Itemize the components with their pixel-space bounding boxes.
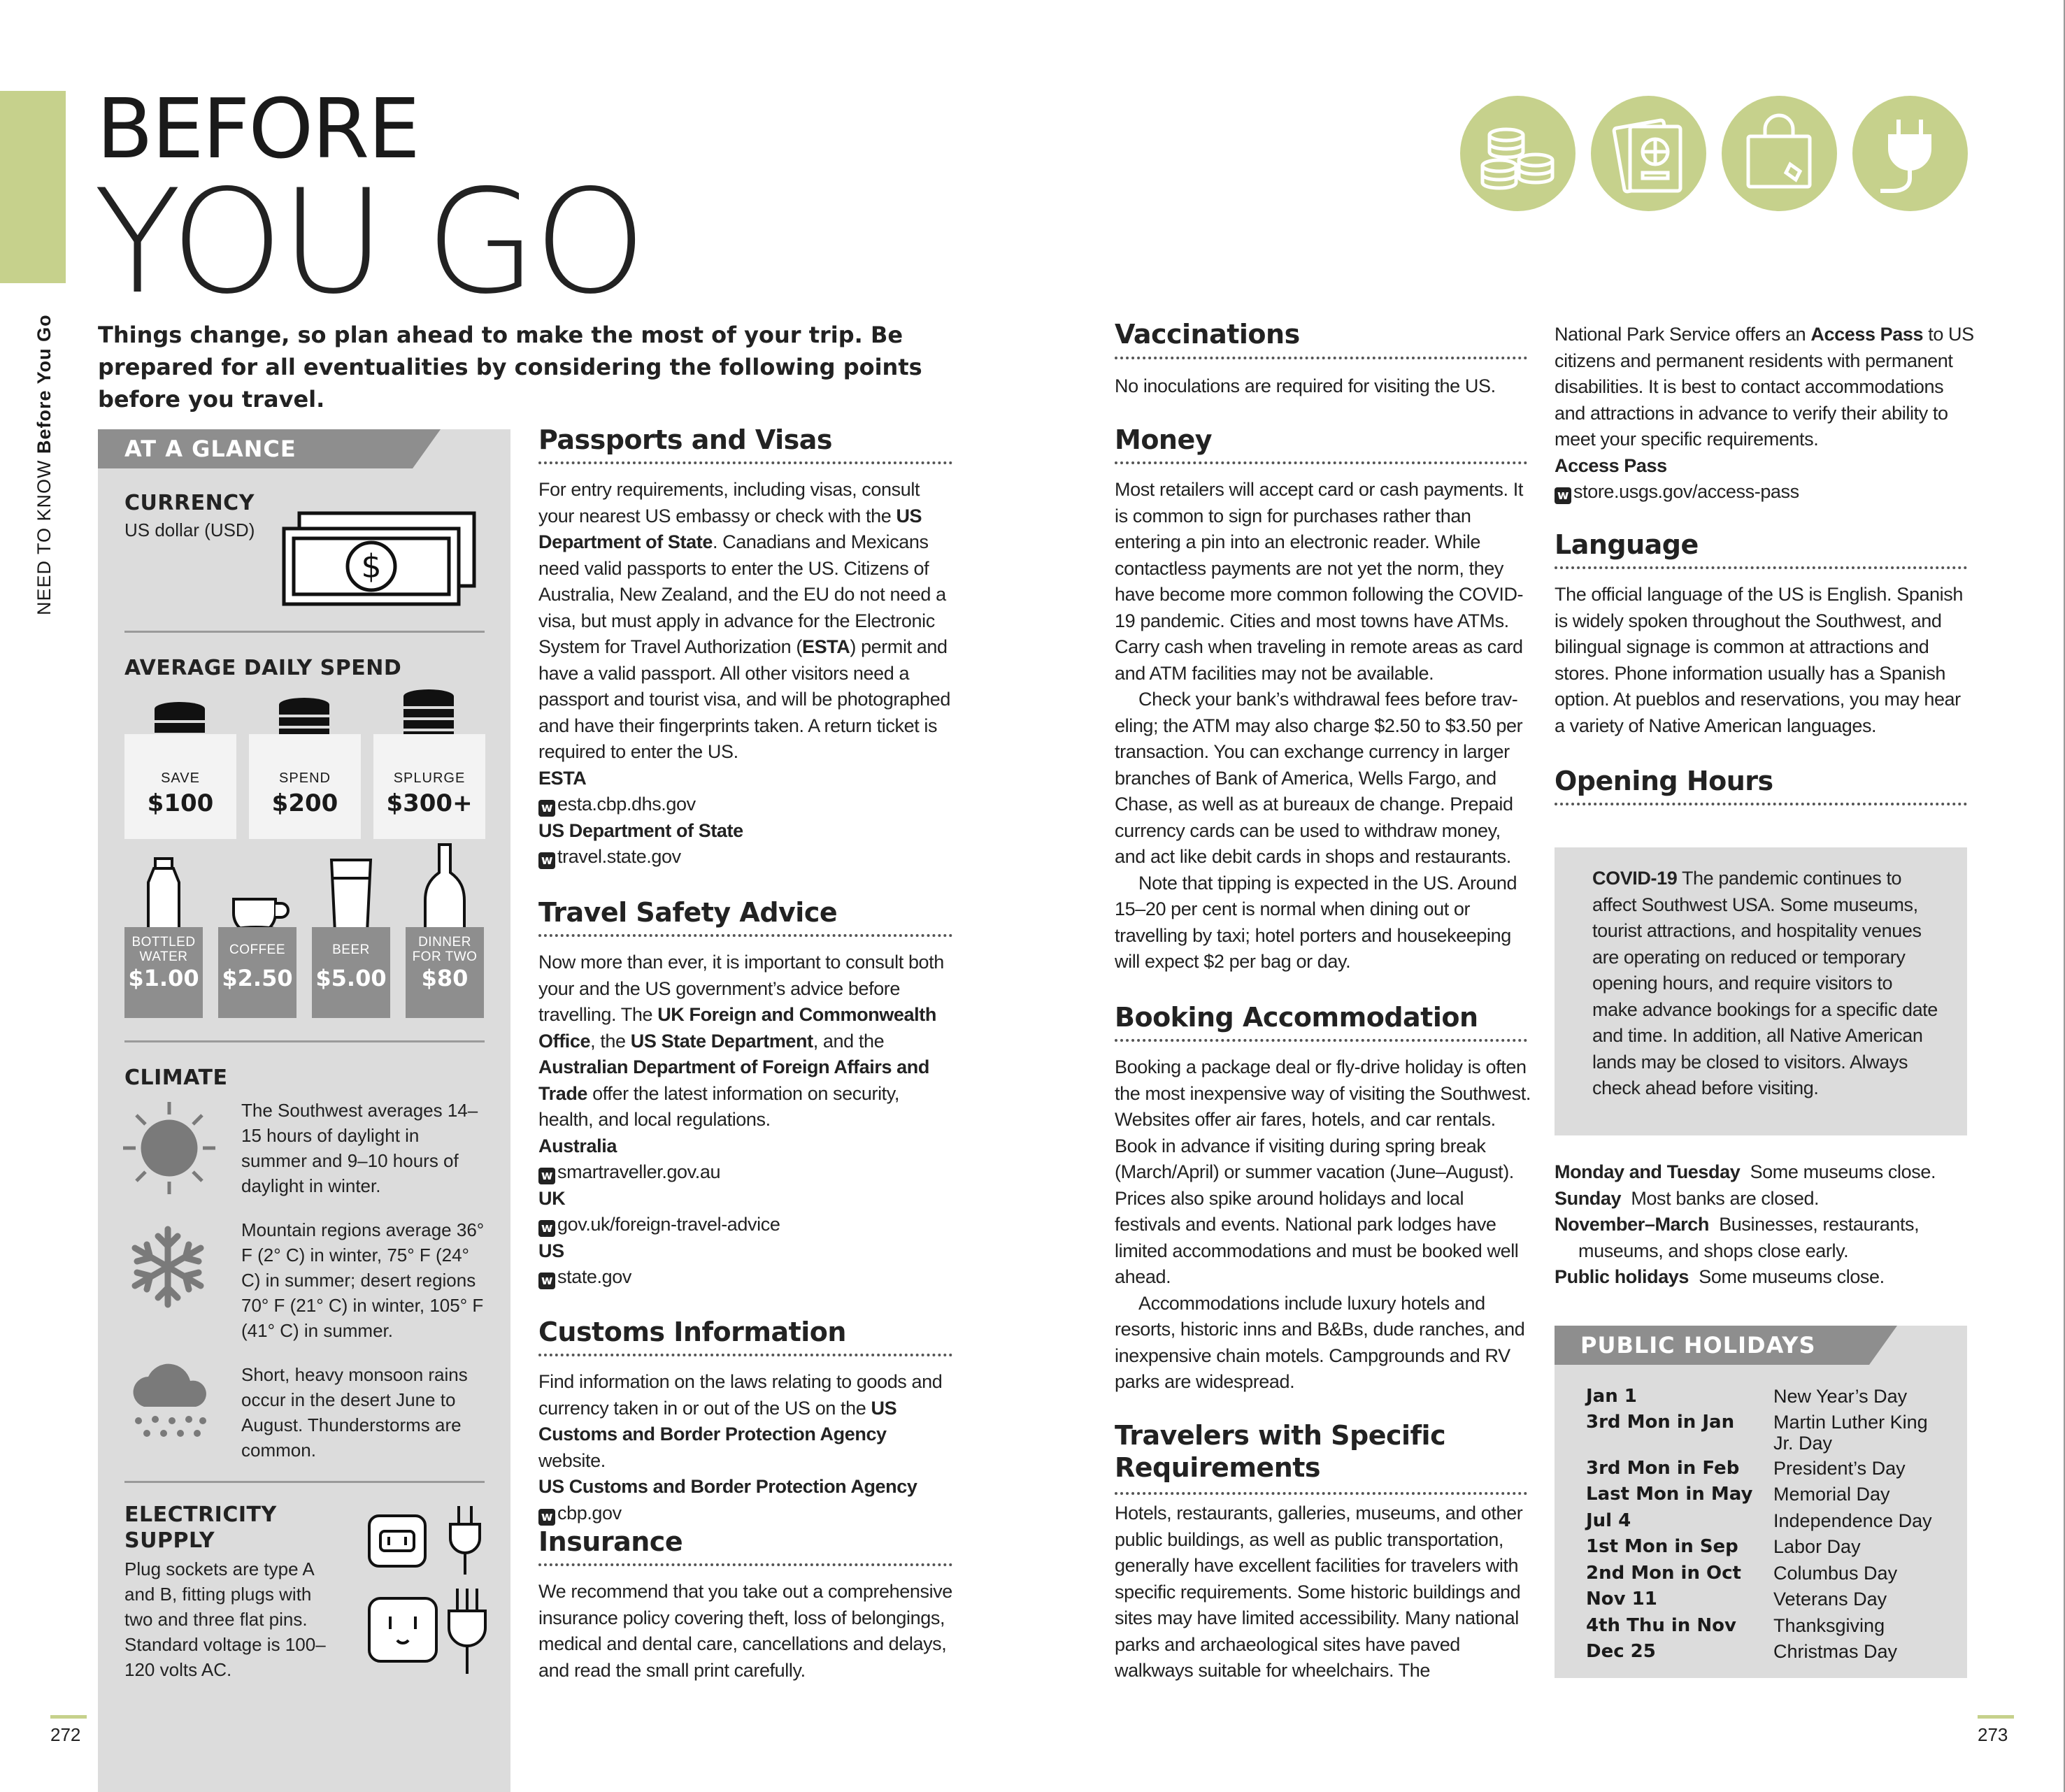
holiday-date: Last Mon in May [1586,1484,1753,1505]
web-link[interactable] [538,1264,958,1291]
travelers-bold: Access Pass [1810,324,1924,345]
price-value: $2.50 [222,965,293,991]
price-label: BEER [332,942,370,957]
heading-rule [538,1354,952,1356]
customs-body [538,1369,958,1526]
coins-icon [1460,96,1575,211]
opening-text: Most banks are closed. [1631,1187,1820,1209]
link-label: ESTA [538,767,587,789]
price-value: $80 [421,965,469,991]
sun-icon [120,1099,218,1200]
language-heading: Language [1555,529,1699,560]
banknote-icon [278,510,481,608]
heading-rule [538,461,952,464]
safety-bold: Australian Department of Foreign Affairs and Trade [538,1056,929,1104]
plug-icon [1852,96,1968,211]
spend-tier-label: SPLURGE [393,770,466,786]
holiday-date: Jul 4 [1586,1510,1631,1531]
safety-bold: UK Foreign and Commonwealth Office [538,1004,936,1052]
glance-divider [124,1040,485,1042]
link-url[interactable]: smartraveller.gov.au [557,1161,721,1182]
section-tab [0,91,66,283]
page-title-line1: BEFORE [97,80,419,177]
travelers-heading-line1: Travelers with Specific [1115,1420,1446,1451]
opening-hours-list [1555,1159,1974,1291]
passport-icon [1591,96,1706,211]
opening-day: Sunday [1555,1187,1622,1209]
price-label: DINNER FOR TWO [412,935,478,964]
heading-rule [1115,1039,1527,1042]
electricity-heading-line1: ELECTRICITY [124,1503,277,1527]
electricity-heading-line2: SUPPLY [124,1528,215,1553]
link-label: US [538,1240,564,1261]
vaccinations-body: No inoculations are required for visiting the US. [1115,375,1496,396]
safety-text: Now more than ever, it is important to consult both your and the US government’s advice before travelling. The [538,952,944,1025]
holiday-date: Dec 25 [1586,1641,1656,1662]
heading-rule [1555,803,1967,805]
snowflake-icon [126,1225,210,1312]
spend-tier-value: $100 [147,789,214,817]
passports-heading: Passports and Visas [538,424,833,455]
customs-heading: Customs Information [538,1317,846,1347]
price-label: COFFEE [229,942,286,957]
opening-hours-heading: Opening Hours [1555,766,1773,796]
link-url[interactable]: state.gov [557,1266,631,1287]
price-coffee [218,927,296,1018]
socket-type-a-icon [366,1502,492,1582]
holiday-name: Memorial Day [1773,1484,1890,1505]
link-label: US Department of State [538,819,743,841]
daily-spend-heading: AVERAGE DAILY SPEND [124,656,402,680]
holiday-name: Columbus Day [1773,1563,1898,1584]
opening-row [1555,1159,1974,1186]
customs-bold: US Customs and Border Protection Agency [538,1397,897,1445]
opening-day: Public holidays [1555,1266,1689,1287]
passports-text: ) permit and have a valid passport. All other visitors need a passport and tourist visa, and will be photographed and have their fingerprints taken. A return ticket is required to enter the US. [538,636,950,762]
opening-text: Some museums close. [1699,1266,1885,1287]
shopping-bag-icon [1722,96,1837,211]
opening-text: Some museums close. [1750,1161,1936,1182]
money-paragraph: Check your bank’s withdrawal fees before traveling; the ATM may also charge $2.50 to $3.50 per transaction. You can exchange currency in larger branches of Bank of America, Wells Fargo, and Chase, as well as at bureaux de change. Prepaid currency cards can be used to withdraw money, and act like debit cards in shops and restaurants. [1115,689,1523,867]
web-icon: w [538,852,555,869]
booking-body [1115,1054,1534,1396]
booking-paragraph: Accommodations include luxury hotels and resorts, historic inns and B&Bs, dude ranches, and inexpensive chain motels. Campgrounds and RV parks are widespread. [1115,1292,1525,1392]
climate-temperature-text: Mountain regions average 36° F (2° C) in winter, 75° F (24° C) in summer; desert regions 70° F (21° C) in winter, 105° F (41° C) in summer. [241,1219,485,1341]
safety-bold: US State Department [630,1030,813,1052]
svg-text:$: $ [361,547,382,585]
web-icon: w [538,1509,555,1526]
passports-text: . Canadians and Mexicans need valid passports to enter the US. Citizens of Australia, New Zealand, and the EU do not need a visa, but must apply in advance for the Electronic System for Travel Authorization ( [538,531,946,657]
spend-tier-value: $300+ [386,789,473,817]
spend-tier-splurge [373,734,485,839]
web-icon: w [538,1220,555,1237]
link-label: Australia [538,1135,617,1156]
socket-type-b-icon [366,1589,492,1683]
glance-divider [124,631,485,633]
customs-text: website. [538,1449,606,1471]
holiday-name: President’s Day [1773,1458,1906,1479]
side-label-section: Before You Go [34,314,55,454]
passports-body [538,477,958,870]
price-beer [312,927,390,1018]
page-number-right: 273 [1978,1724,2008,1745]
electricity-text: Plug sockets are type A and B, fitting plugs with two and three flat pins. Standard voltage is 100–120 volts AC. [124,1558,326,1680]
money-paragraph: Most retailers will accept card or cash payments. It is common to sign for purchases rather than entering a pin into an electronic reader. While contactless payments are not yet the norm, they have become more common following the COVID-19 pandemic. Cities and most towns have ATMs. Carry cash when traveling in remote areas as card and ATM facilities may not be available. [1115,479,1524,684]
page-title-line2: YOU GO [94,159,644,326]
opening-row [1555,1264,1974,1291]
insurance-heading: Insurance [538,1526,683,1557]
link-label: US Customs and Border Protection Agency [538,1476,917,1497]
web-link[interactable] [1555,479,1974,506]
page-number-rule [50,1715,87,1719]
travelers-heading-line2: Requirements [1115,1452,1321,1483]
opening-row [1555,1212,1974,1264]
money-body [1115,477,1534,975]
price-dinner [406,927,484,1018]
safety-body [538,949,958,1291]
holiday-name: New Year’s Day [1773,1386,1908,1407]
holiday-date: 3rd Mon in Jan [1586,1412,1735,1433]
spend-tier-value: $200 [271,789,338,817]
heading-rule [1115,1492,1527,1495]
travelers-heading [1115,1419,1445,1484]
holiday-name: Thanksgiving [1773,1615,1885,1636]
web-link[interactable] [538,1212,958,1238]
safety-text: , and the [813,1030,885,1052]
web-link[interactable] [538,791,958,818]
booking-heading: Booking Accommodation [1115,1002,1478,1033]
intro-text: Things change, so plan ahead to make the most of your trip. Be prepared for all eventualities by considering the following points before you travel. [98,322,922,413]
heading-rule [1555,566,1967,569]
heading-rule [1115,461,1527,464]
covid-label: COVID-19 [1592,868,1678,889]
link-url[interactable]: gov.uk/foreign-travel-advice [557,1214,780,1235]
web-link[interactable] [538,1159,958,1186]
web-icon: w [538,800,555,817]
spend-tier-label: SPEND [279,770,331,786]
climate-heading: CLIMATE [124,1066,228,1090]
price-value: $1.00 [128,965,199,991]
spend-tier-spend [249,734,361,839]
travelers-body-continued [1555,322,1974,506]
page-number-left: 272 [50,1724,81,1745]
rain-cloud-icon [124,1363,215,1444]
customs-text: Find information on the laws relating to goods and currency taken in or out of the US on the [538,1371,943,1419]
price-label: BOTTLED WATER [131,935,196,964]
currency-heading: CURRENCY [124,491,255,515]
heading-rule [1115,357,1527,359]
opening-day: Monday and Tuesday [1555,1161,1741,1182]
opening-text: Businesses, restaurants, museums, and shops close early. [1578,1214,1920,1261]
covid-notice-text [1592,866,1942,1102]
travelers-text: to US citizens and permanent residents with permanent disabilities. It is best to contact accommodations and attractions in advance to verify their ability to meet your specific requirements. [1555,324,1974,450]
holiday-date: Jan 1 [1586,1386,1637,1407]
side-label-prefix: NEED TO KNOW [34,459,55,615]
web-icon: w [538,1168,555,1184]
holiday-name: Veterans Day [1773,1589,1887,1610]
holiday-name: Labor Day [1773,1536,1861,1557]
holiday-date: 1st Mon in Sep [1586,1536,1738,1557]
money-heading: Money [1115,424,1213,455]
web-icon: w [538,1273,555,1289]
electricity-heading [124,1502,277,1554]
holidays-title: PUBLIC HOLIDAYS [1580,1332,1816,1359]
link-label: UK [538,1187,566,1209]
web-link[interactable] [538,1500,958,1527]
safety-heading: Travel Safety Advice [538,897,838,928]
safety-text: , the [590,1030,631,1052]
currency-text: US dollar (USD) [124,519,255,540]
holiday-name: Christmas Day [1773,1641,1898,1662]
spend-tier-label: SAVE [161,770,200,786]
heading-rule [538,934,952,937]
spend-tier-save [124,734,236,839]
language-body: The official language of the US is English. Spanish is widely spoken throughout the Southwest, and bilingual signage is common at attractions and stores. Phone information usually has a Spanish option. At pueblos and reservations, you may hear a variety of Native American languages. [1555,584,1963,736]
web-icon: w [1555,487,1571,504]
climate-rain-text: Short, heavy monsoon rains occur in the desert June to August. Thunderstorms are common. [241,1364,468,1461]
glance-title: AT A GLANCE [124,436,296,462]
passports-text: For entry requirements, including visas, consult your nearest US embassy or check with the [538,479,920,526]
link-label: Access Pass [1555,454,1667,476]
link-url[interactable]: cbp.gov [557,1502,622,1524]
money-paragraph: Note that tipping is expected in the US. Around 15–20 per cent is normal when dining out or travelling by taxi; hotel porters and housekeeping will expect $2 per bag or day. [1115,872,1517,972]
link-url[interactable]: travel.state.gov [557,846,681,867]
opening-day: November–March [1555,1214,1709,1235]
booking-paragraph: Booking a package deal or fly-drive holiday is often the most inexpensive way of visiting the Southwest. Websites offer air fares, hotels, and car rentals. Book in advance if visiting during spring break (March/April) or summer vacation (June–August). Prices also spike around holidays and local festivals and events. National park lodges have limited accommodations and must be booked well ahead. [1115,1056,1531,1287]
holiday-name: Martin Luther King Jr. Day [1773,1412,1928,1454]
travelers-text: National Park Service offers an [1555,324,1811,345]
insurance-body: We recommend that you take out a comprehensive insurance policy covering theft, loss of belongings, medical and dental care, cancellations and delays, and read the small print carefully. [538,1581,952,1681]
climate-daylight-text: The Southwest averages 14–15 hours of daylight in summer and 9–10 hours of daylight in winter. [241,1100,478,1196]
passports-bold: US Department of State [538,505,922,552]
glance-divider [124,1481,485,1483]
holiday-date: 3rd Mon in Feb [1586,1458,1740,1479]
price-bottled-water [124,927,203,1018]
vaccinations-heading: Vaccinations [1115,319,1300,350]
opening-row [1555,1186,1974,1212]
travelers-body: Hotels, restaurants, galleries, museums, and other public buildings, as well as public transportation, generally have excellent facilities for travelers with specific requirements. Some historic buildings and sites may have limited accessibility. Many national parks and archaeological sites have paved walkways suitable for wheelchairs. The [1115,1503,1523,1681]
link-url[interactable]: store.usgs.gov/access-pass [1573,481,1799,502]
safety-text: offer the latest information on security, health, and local regulations. [538,1082,899,1130]
covid-text: The pandemic continues to affect Southwest USA. Some museums, tourist attractions, and hospitality venues are operating on reduced or temporary opening hours, and require visitors to make advance bookings for a specific date and time. In addition, all Native American lands may be closed to visitors. Always check ahead before visiting. [1592,868,1938,1098]
passports-bold: ESTA [801,636,850,657]
web-link[interactable] [538,844,958,870]
holiday-date: 4th Thu in Nov [1586,1615,1736,1636]
heading-rule [538,1563,952,1566]
page-number-rule [1978,1715,2014,1719]
link-url[interactable]: esta.cbp.dhs.gov [557,794,696,815]
holiday-date: 2nd Mon in Oct [1586,1563,1741,1584]
price-value: $5.00 [315,965,387,991]
holiday-date: Nov 11 [1586,1589,1657,1610]
holiday-name: Independence Day [1773,1510,1932,1531]
side-running-head [34,314,55,615]
